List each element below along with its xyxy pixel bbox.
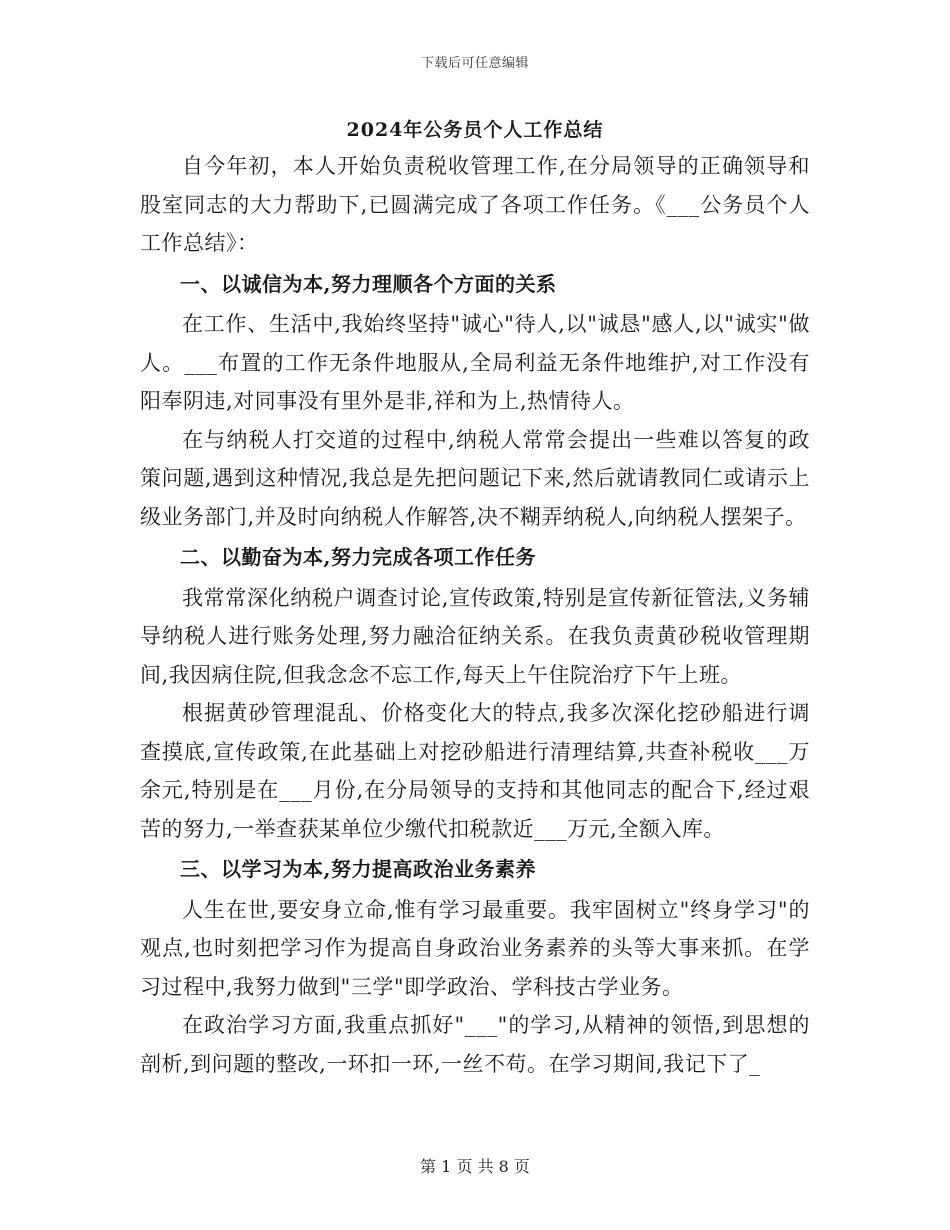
paragraph-1: 在工作、生活中,我始终坚持"诚心"待人,以"诚恳"感人,以"诚实"做人。___布置的工作无条件地服从,全局利益无条件地维护,对工作没有阳奉阴违,对同事没有里外是非,祥和为上,热情待人。 (140, 312, 810, 413)
paragraph-intro: 自今年初，本人开始负责税收管理工作,在分局领导的正确领导和股室同志的大力帮助下,已圆满完成了各项工作任务。《___公务员个人工作总结》： (140, 154, 810, 255)
header-note: 下载后可任意编辑 (420, 56, 529, 71)
paragraph-3: 我常常深化纳税户调查讨论,宣传政策,特别是宣传新征管法,义务辅导纳税人进行账务处理,努力融洽征纳关系。在我负责黄砂税收管理期间,我因病住院,但我念念不忘工作,每天上午住院治疗下午上班。 (140, 585, 810, 687)
page-footer: 第 1 页 共 8 页 (420, 1157, 530, 1176)
document-body (140, 147, 810, 1083)
section-heading-3: 三、以学习为本,努力提高政治业务素养 (180, 857, 536, 881)
section-heading-1: 一、以诚信为本,努力理顺各个方面的关系 (180, 271, 557, 296)
section-heading-2: 二、以勤奋为本,努力完成各项工作任务 (180, 545, 536, 569)
document-title: 2024年公务员个人工作总结 (346, 119, 604, 141)
paragraph-4: 根据黄砂管理混乱、价格变化大的特点,我多次深化挖砂船进行调查摸底,宣传政策,在此基础上对挖砂船进行清理结算,共查补税收___万余元,特别是在___月份,在分局领导的支持和其他同志的配合下,经过艰苦的努力,一举查获某单位少缴代扣税款近___万元,全额入库。 (140, 701, 810, 841)
paragraph-6: 在政治学习方面,我重点抓好"___"的学习,从精神的领悟,到思想的剖析,到问题的整改,一环扣一环,一丝不苟。在学习期间,我记下了_ (140, 1013, 810, 1076)
paragraph-2: 在与纳税人打交道的过程中,纳税人常常会提出一些难以答复的政策问题,遇到这种情况,我总是先把问题记下来,然后就请教同仁或请示上级业务部门,并及时向纳税人作解答,决不糊弄纳税人,向纳税人摆架子。 (140, 427, 810, 529)
paragraph-5: 人生在世,要安身立命,惟有学习最重要。我牢固树立"终身学习"的观点,也时刻把学习作为提高自身政治业务素养的头等大事来抓。在学习过程中,我努力做到"三学"即学政治、学科技古学业务。 (140, 897, 810, 999)
